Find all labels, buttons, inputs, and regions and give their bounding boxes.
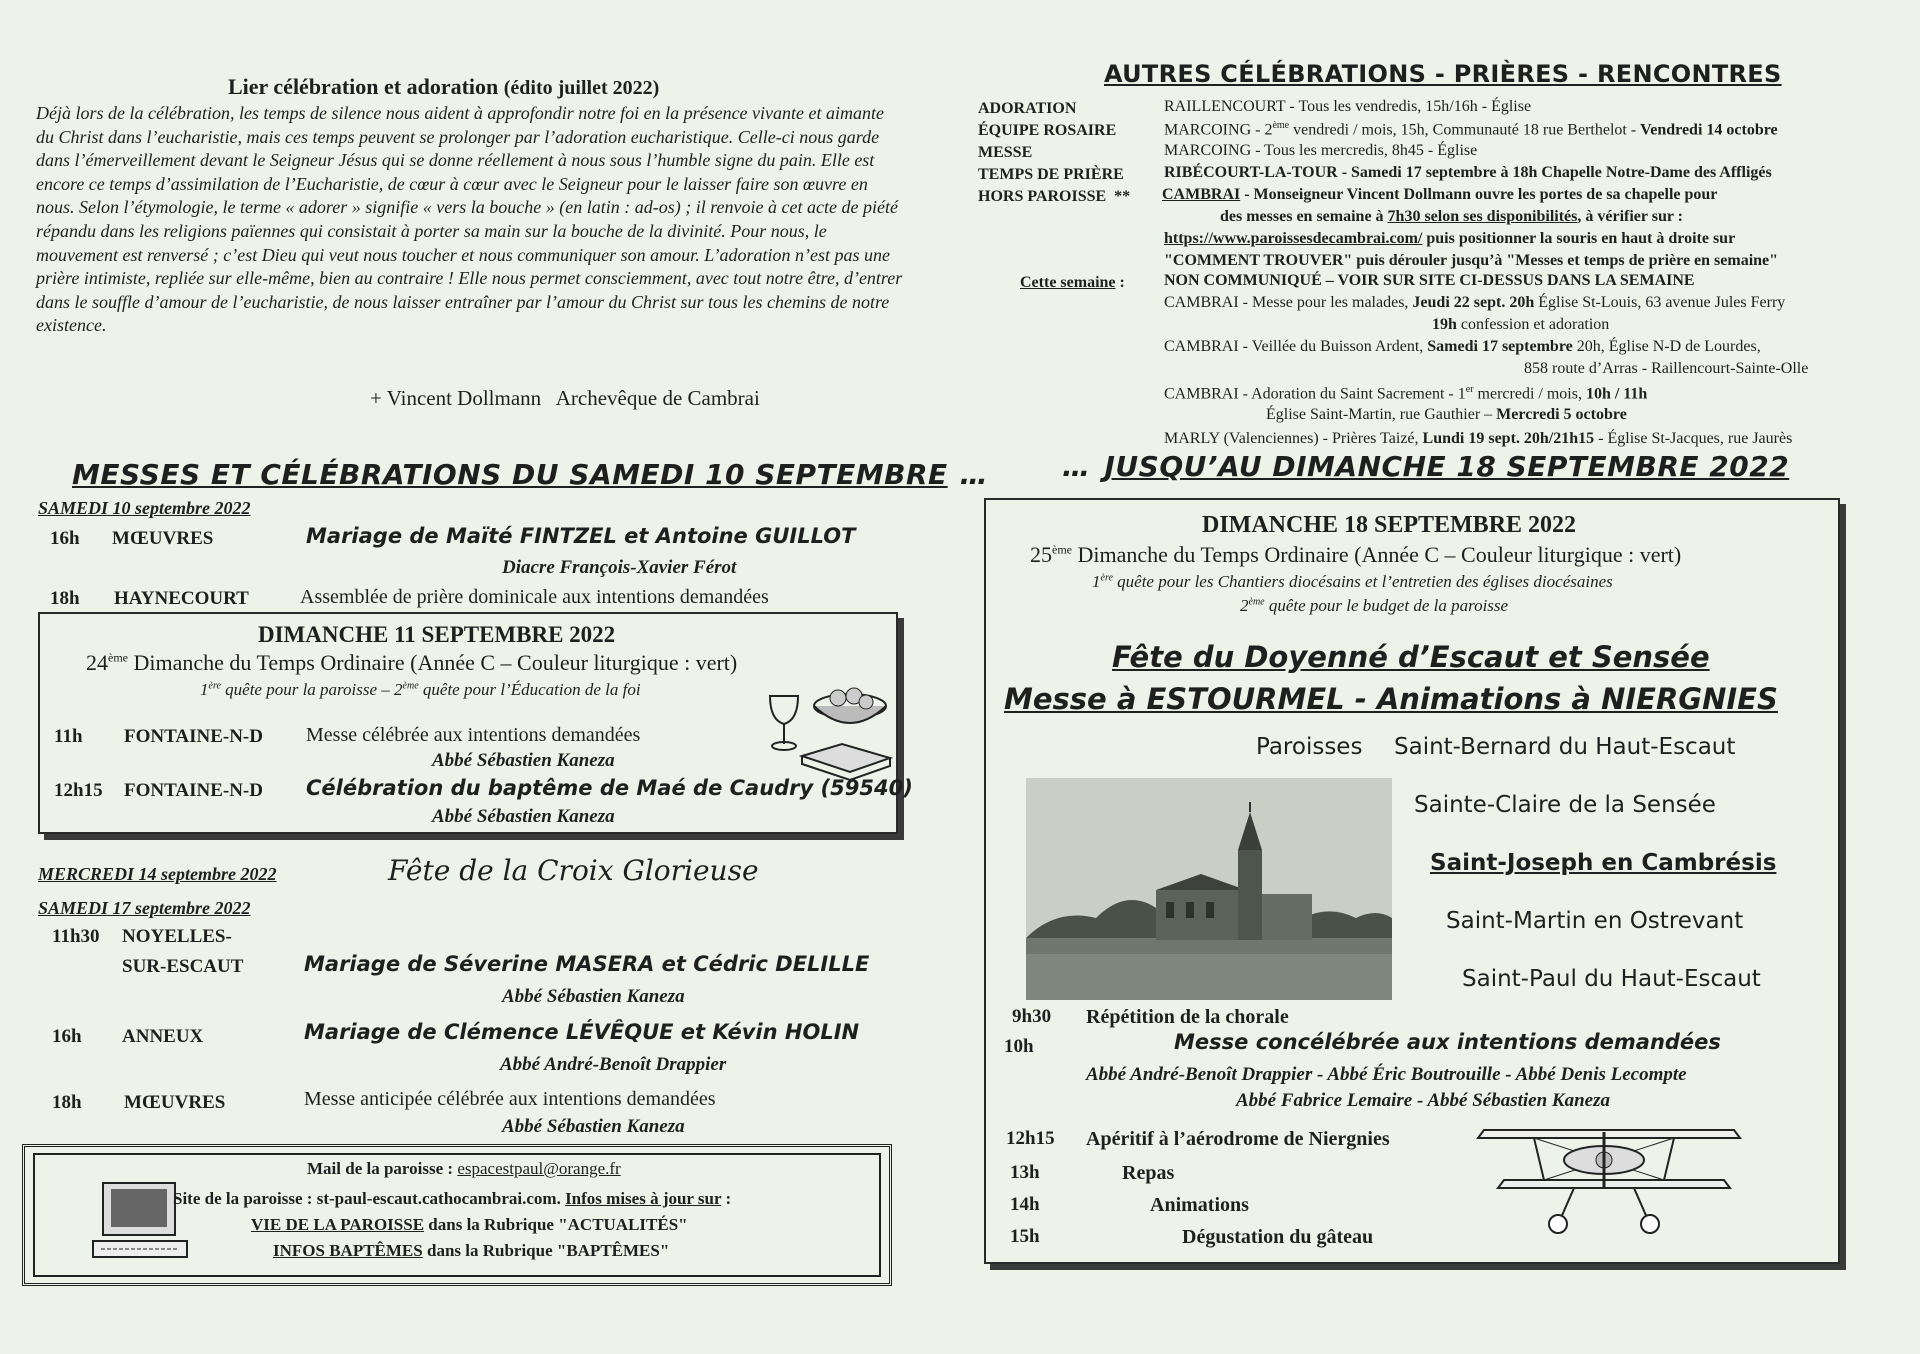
q2: 2 xyxy=(1240,596,1249,615)
c2a: CAMBRAI - Veillée du Buisson Ardent, xyxy=(1164,338,1428,355)
jusquau-text: JUSQU’AU DIMANCHE 18 SEPTEMBRE 2022 xyxy=(1104,450,1790,483)
c3c: 10h / 11h xyxy=(1585,385,1648,403)
edito-title-text: Lier célébration et adoration xyxy=(228,74,499,99)
church-photo xyxy=(1026,778,1392,1000)
priest: Diacre François-Xavier Férot xyxy=(502,557,737,578)
c3d: Église Saint-Martin, rue Gauthier – xyxy=(1266,406,1497,423)
date-sat10: SAMEDI 10 septembre 2022 xyxy=(38,498,251,518)
hors-line2 xyxy=(1220,208,1683,226)
village: SUR-ESCAUT xyxy=(122,956,244,977)
parishes-label: Paroisses xyxy=(1256,734,1363,760)
time: 12h15 xyxy=(54,780,103,801)
priest: Abbé Sébastien Kaneza xyxy=(502,986,685,1007)
q1: 1 xyxy=(1092,572,1101,591)
hors3b: puis positionner la souris en haut à droite sur xyxy=(1422,230,1736,247)
program-item: Messe concélébrée aux intentions demandées xyxy=(1174,1030,1721,1054)
time: 10h xyxy=(1004,1036,1034,1057)
masses-heading-text: MESSES ET CÉLÉBRATIONS DU SAMEDI 10 SEPTEMBRE xyxy=(72,458,948,491)
biplane-icon xyxy=(1464,1110,1764,1240)
q1: 1 xyxy=(200,680,209,699)
value-messe: MARCOING - Tous les mercredis, 8h45 - Église xyxy=(1164,142,1478,159)
ordinal-sup: ème xyxy=(1052,542,1072,557)
ordinal-sup: ème xyxy=(108,650,128,665)
c1a: CAMBRAI - Messe pour les malades, xyxy=(1164,294,1413,311)
ordinal: 25 xyxy=(1030,542,1052,567)
site-line xyxy=(173,1189,731,1209)
priest: Abbé André-Benoît Drappier xyxy=(500,1054,727,1075)
time: 11h30 xyxy=(52,926,100,947)
quete2: quête pour l’Éducation de la foi xyxy=(418,680,641,699)
parish-4: Saint-Martin en Ostrevant xyxy=(1446,908,1744,934)
subtitle-text: Dimanche du Temps Ordinaire (Année C – Couleur liturgique : vert) xyxy=(1072,542,1682,567)
priest: Abbé Sébastien Kaneza xyxy=(502,1116,685,1137)
c2c: 20h, Église N-D de Lourdes, xyxy=(1572,338,1761,355)
time: 18h xyxy=(52,1092,82,1113)
cambrai-2 xyxy=(1164,338,1761,356)
program-item: Dégustation du gâteau xyxy=(1182,1226,1374,1248)
fete-doyenne: Fête du Doyenné d’Escaut et Sensée xyxy=(1112,640,1710,674)
label-hors: HORS PAROISSE ** xyxy=(978,188,1131,205)
value-adoration: RAILLENCOURT - Tous les vendredis, 15h/16h - Église xyxy=(1164,98,1532,115)
c3e: Mercredi 5 octobre xyxy=(1496,406,1627,423)
semaine-label-text: Cette semaine xyxy=(1020,274,1116,291)
c1b: Jeudi 22 sept. 20h xyxy=(1412,294,1535,311)
sunday-11-subtitle xyxy=(86,650,737,676)
value-semaine: NON COMMUNIQUÉ – VOIR SUR SITE CI-DESSUS DANS LA SEMAINE xyxy=(1164,272,1695,289)
sunday-18-title: DIMANCHE 18 SEPTEMBRE 2022 xyxy=(1202,512,1577,538)
hors-line3 xyxy=(1164,230,1735,248)
time: 9h30 xyxy=(1012,1006,1052,1027)
event: Mariage de Séverine MASERA et Cédric DELILLE xyxy=(304,952,870,976)
value-priere: RIBÉCOURT-LA-TOUR - Samedi 17 septembre à 18h Chapelle Notre-Dame des Affligés xyxy=(1164,164,1772,181)
masses-heading xyxy=(72,458,988,491)
sunday-11-quetes xyxy=(200,680,641,700)
time: 14h xyxy=(1010,1194,1040,1215)
priests-line2: Abbé Fabrice Lemaire - Abbé Sébastien Kaneza xyxy=(1236,1090,1610,1111)
label-semaine xyxy=(1020,274,1125,292)
mail-line xyxy=(307,1159,621,1179)
autres-heading: AUTRES CÉLÉBRATIONS - PRIÈRES - RENCONTRES xyxy=(1104,60,1782,88)
village: ANNEUX xyxy=(122,1026,204,1047)
c3b: mercredi / mois, xyxy=(1473,385,1586,403)
event: Mariage de Maïté FINTZEL et Antoine GUILLOT xyxy=(306,524,856,548)
hors-city: CAMBRAI xyxy=(1162,186,1241,203)
label-priere: TEMPS DE PRIÈRE xyxy=(978,166,1124,183)
messe-estourmel: Messe à ESTOURMEL - Animations à NIERGNIES xyxy=(1004,682,1778,716)
cambrai-3 xyxy=(1164,384,1647,403)
parish-1: Saint-Bernard du Haut-Escaut xyxy=(1394,734,1736,760)
quete1: quête pour les Chantiers diocésains et l’entretien des églises diocésaines xyxy=(1112,572,1613,591)
hors2a: des messes en semaine à xyxy=(1220,208,1388,225)
village: FONTAINE-N-D xyxy=(124,780,263,801)
cambrai-3b xyxy=(1266,406,1627,424)
q2-sup: ème xyxy=(1248,596,1265,608)
hors-text: - Monseigneur Vincent Dollmann ouvre les portes de sa chapelle pour xyxy=(1240,186,1718,203)
time: 11h xyxy=(54,726,83,747)
c1e: confession et adoration xyxy=(1456,316,1610,333)
event: Assemblée de prière dominicale aux intentions demandées xyxy=(300,586,769,608)
diocese-link[interactable]: https://www.paroissesdecambrai.com/ xyxy=(1164,230,1423,247)
quete2: quête pour le budget de la paroisse xyxy=(1264,596,1509,615)
mail-label: Mail de la paroisse : xyxy=(307,1159,458,1178)
c4c: - Église St-Jacques, rue Jaurès xyxy=(1594,430,1793,447)
rosaire-a: MARCOING - 2 xyxy=(1164,121,1273,139)
bapt-line xyxy=(273,1241,669,1261)
vie-line xyxy=(251,1215,688,1235)
c3a: CAMBRAI - Adoration du Saint Sacrement - 1 xyxy=(1164,385,1466,403)
hors2b: 7h30 selon ses disponibilités xyxy=(1387,208,1578,225)
subtitle-text: Dimanche du Temps Ordinaire (Année C – Couleur liturgique : vert) xyxy=(128,650,738,675)
ordinal: 24 xyxy=(86,650,108,675)
event: Messe célébrée aux intentions demandées xyxy=(306,724,641,746)
village: FONTAINE-N-D xyxy=(124,726,263,747)
parish-2: Sainte-Claire de la Sensée xyxy=(1414,792,1716,818)
rosaire-bold: Vendredi 14 octobre xyxy=(1640,121,1778,139)
rosaire-sup: ème xyxy=(1272,120,1290,131)
value-rosaire xyxy=(1164,120,1778,139)
contact-box xyxy=(22,1144,892,1286)
edito-title xyxy=(228,74,659,100)
event: Célébration du baptême de Maé de Caudry (59540) xyxy=(306,776,913,800)
priests-line1: Abbé André-Benoît Drappier - Abbé Éric Boutrouille - Abbé Denis Lecompte xyxy=(1086,1064,1687,1085)
c1d: 19h xyxy=(1432,316,1457,333)
feast-croix: Fête de la Croix Glorieuse xyxy=(388,854,759,887)
q1-sup: ère xyxy=(208,680,221,692)
time: 15h xyxy=(1010,1226,1040,1247)
edito-title-suffix: (édito juillet 2022) xyxy=(503,77,660,99)
jusquau-dots: … xyxy=(1062,450,1091,483)
c3sup: er xyxy=(1465,384,1474,395)
sunday-18-box xyxy=(984,498,1840,1264)
bapt-rest: dans la Rubrique "BAPTÊMES" xyxy=(422,1241,670,1260)
time: 13h xyxy=(1010,1162,1040,1183)
c4a: MARLY (Valenciennes) - Prières Taizé, xyxy=(1164,430,1423,447)
semaine-colon: : xyxy=(1115,274,1125,291)
mail-link[interactable]: espacestpaul@orange.fr xyxy=(457,1159,621,1178)
parish-5: Saint-Paul du Haut-Escaut xyxy=(1462,966,1761,992)
time: 16h xyxy=(52,1026,82,1047)
label-rosaire: ÉQUIPE ROSAIRE xyxy=(978,122,1117,139)
sunday-11-title: DIMANCHE 11 SEPTEMBRE 2022 xyxy=(258,622,616,647)
date-sat17: SAMEDI 17 septembre 2022 xyxy=(38,898,251,918)
sunday-18-quete2 xyxy=(1240,596,1508,616)
site-colon: : xyxy=(721,1189,732,1208)
program-item: Animations xyxy=(1150,1194,1249,1216)
bapt-link[interactable]: INFOS BAPTÊMES xyxy=(273,1241,423,1260)
date-wed14: MERCREDI 14 septembre 2022 xyxy=(38,864,277,884)
site-info: Infos mises à jour sur xyxy=(565,1189,722,1208)
sunday-18-quete1 xyxy=(1092,572,1613,592)
program-item: Répétition de la chorale xyxy=(1086,1006,1289,1028)
sunday-11-box xyxy=(38,612,913,834)
q2-sup: ème xyxy=(402,680,419,692)
rosaire-b: vendredi / mois, 15h, Communauté 18 rue Berthelot - xyxy=(1289,121,1641,139)
c1c: Église St-Louis, 63 avenue Jules Ferry xyxy=(1534,294,1786,311)
hors2c: , à vérifier sur : xyxy=(1577,208,1683,225)
label-adoration: ADORATION xyxy=(978,100,1077,117)
c2b: Samedi 17 septembre xyxy=(1427,338,1573,355)
village: NOYELLES- xyxy=(122,926,232,947)
program-item: Repas xyxy=(1122,1162,1175,1184)
label-messe: MESSE xyxy=(978,144,1033,161)
cambrai-1b xyxy=(1432,316,1609,334)
cambrai-1 xyxy=(1164,294,1785,312)
village: MŒUVRES xyxy=(124,1092,226,1113)
edito-signature: + Vincent Dollmann Archevêque de Cambrai xyxy=(370,386,760,410)
time: 12h15 xyxy=(1006,1128,1055,1149)
priest: Abbé Sébastien Kaneza xyxy=(432,750,615,771)
time: 16h xyxy=(50,528,80,549)
q1-sup: ère xyxy=(1100,572,1113,584)
masses-heading-dots: … xyxy=(959,458,989,491)
cambrai-2b: 858 route d’Arras - Raillencourt-Sainte-Olle xyxy=(1524,360,1809,377)
program-item: Apéritif à l’aérodrome de Niergnies xyxy=(1086,1128,1390,1150)
site-label: Site de la paroisse : st-paul-escaut.cathocambrai.com. xyxy=(173,1189,566,1208)
event: Mariage de Clémence LÉVÊQUE et Kévin HOLIN xyxy=(304,1020,860,1044)
jusquau-heading xyxy=(1062,450,1789,483)
quete1: quête pour la paroisse – 2 xyxy=(220,680,403,699)
edito-body: Déjà lors de la célébration, les temps de silence nous aident à approfondir notre foi en la présence vivante et aimante du Christ dans l’eucharistie, mais ces temps peuvent se prolonger par l’adoration eucharistique. Celle-ci nous garde dans l’émerveillement devant le Seigneur Jésus qui se donne réellement à nous sous l’humble signe du pain. Elle est encore ce temps d’assimilation de l’Eucharistie, de cœur à cœur avec le Seigneur pour le laisser faire son œuvre en nous. Selon l’étymologie, le terme « adorer » signifie « vers la bouche » (en latin : ad-os) ; il renvoie à cet acte de piété répandu dans les religions païennes qui consistait à porter sa main sur la bouche de la divinité. Pour nous, le mouvement est renversé ; c’est Dieu qui veut nous toucher et nous communiquer son amour. L’adoration n’est pas une prière intimiste, repliée sur elle-même, bien au contraire ! Elle nous permet consciemment, avec tout notre être, d’entrer dans le souffle d’amour de l’eucharistie, de nous laisser entraîner par l’amour du Christ sur tous les chemins de notre existence. xyxy=(36,103,903,336)
vie-rest: dans la Rubrique "ACTUALITÉS" xyxy=(424,1215,688,1234)
parish-3: Saint-Joseph en Cambrésis xyxy=(1430,850,1777,876)
c4b: Lundi 19 sept. 20h/21h15 xyxy=(1422,430,1595,447)
priest: Abbé Sébastien Kaneza xyxy=(432,806,615,827)
event: Messe anticipée célébrée aux intentions demandées xyxy=(304,1088,716,1110)
chalice-bread-bible-icon xyxy=(750,680,900,790)
vie-link[interactable]: VIE DE LA PAROISSE xyxy=(251,1215,425,1234)
hors-line4: "COMMENT TROUVER" puis dérouler jusqu’à "Messes et temps de prière en semaine" xyxy=(1164,252,1779,269)
village: MŒUVRES xyxy=(112,528,214,549)
time: 18h xyxy=(50,588,80,609)
marly xyxy=(1164,430,1792,448)
sunday-18-subtitle xyxy=(1030,542,1681,568)
village: HAYNECOURT xyxy=(114,588,249,609)
value-hors xyxy=(1162,186,1717,204)
